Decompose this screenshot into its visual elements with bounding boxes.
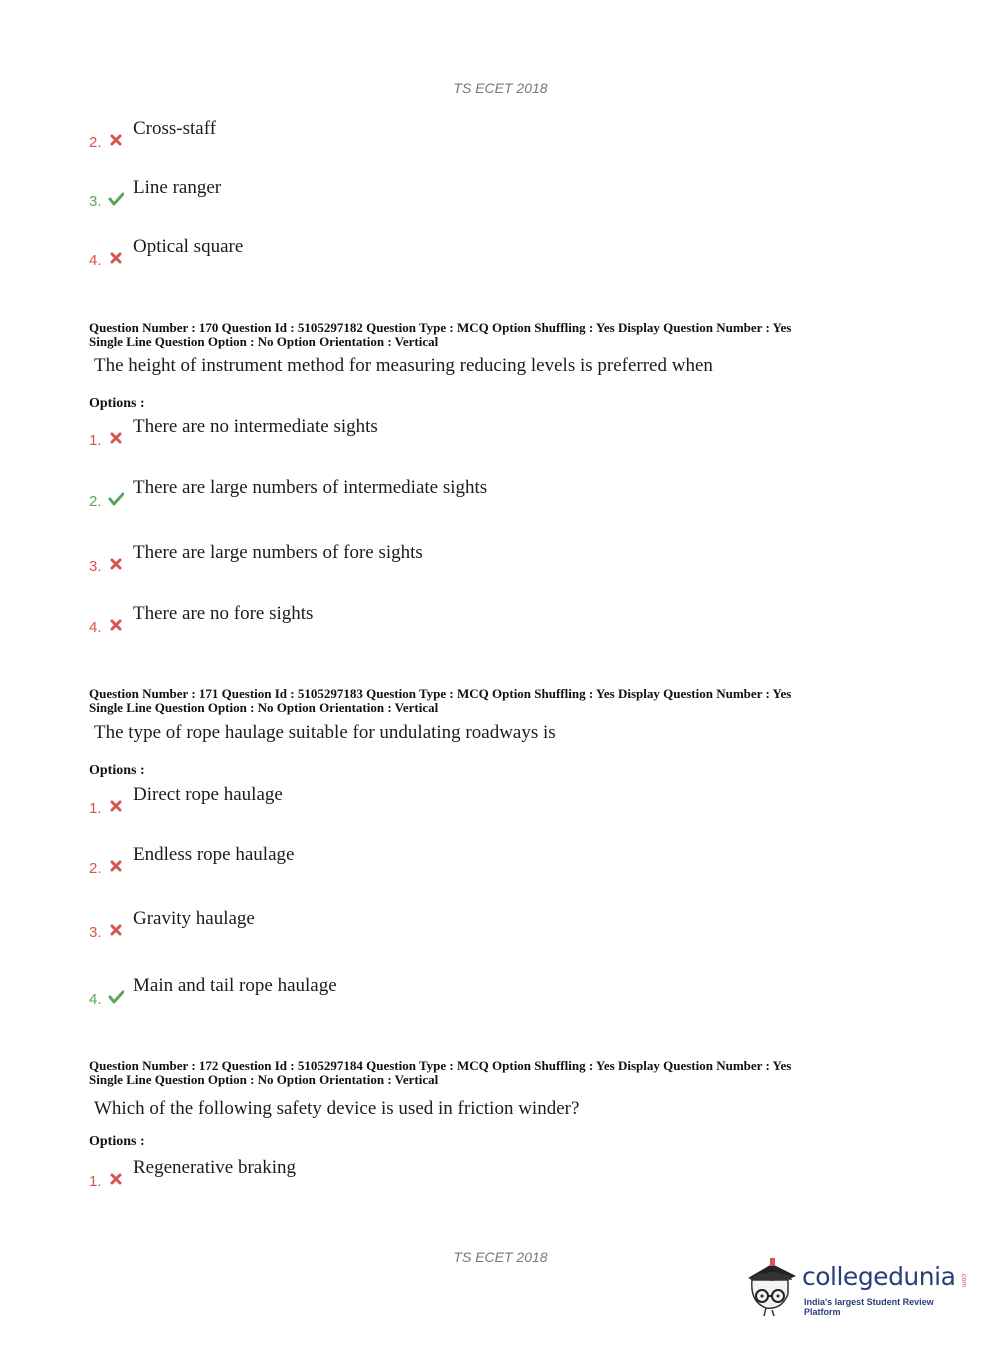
options-label: Options : — [89, 1134, 145, 1149]
option-number: 2. — [89, 860, 102, 877]
option-number: 3. — [89, 558, 102, 575]
option-text: Gravity haulage — [133, 908, 255, 929]
option-number: 3. — [89, 193, 102, 210]
cross-icon — [108, 859, 124, 873]
collegedunia-logo — [742, 1250, 972, 1318]
cross-icon — [108, 431, 124, 445]
option-text: There are no intermediate sights — [133, 416, 378, 437]
cross-icon — [108, 251, 124, 265]
question-meta-line: Single Line Question Option : No Option Orientation : Vertical — [89, 700, 439, 715]
option-text: Main and tail rope haulage — [133, 975, 337, 996]
question-text: Which of the following safety device is used in friction winder? — [94, 1098, 580, 1119]
option-text: There are no fore sights — [133, 603, 314, 624]
question-meta-line: Question Number : 171 Question Id : 5105297183 Question Type : MCQ Option Shuffling : Yes Display Question Number : Yes — [89, 686, 792, 701]
page-header: TS ECET 2018 — [453, 80, 548, 96]
option-text: Regenerative braking — [133, 1157, 297, 1178]
option-number: 4. — [89, 619, 102, 636]
option-number: 1. — [89, 432, 102, 449]
option-number: 1. — [89, 1173, 102, 1190]
options-label: Options : — [89, 396, 145, 411]
check-icon — [108, 990, 124, 1004]
cross-icon — [108, 618, 124, 632]
cross-icon — [108, 1172, 124, 1186]
check-icon — [108, 492, 124, 506]
option-text: There are large numbers of intermediate sights — [133, 477, 488, 498]
page-footer: TS ECET 2018 — [453, 1249, 548, 1265]
question-text: The height of instrument method for measuring reducing levels is preferred when — [94, 355, 713, 376]
question-meta-line: Single Line Question Option : No Option Orientation : Vertical — [89, 1072, 439, 1087]
cross-icon — [108, 799, 124, 813]
question-meta-line: Single Line Question Option : No Option Orientation : Vertical — [89, 334, 439, 349]
mascot-icon — [742, 1250, 802, 1318]
option-text: Line ranger — [133, 177, 222, 198]
option-number: 1. — [89, 800, 102, 817]
logo-suffix: .com — [960, 1272, 967, 1288]
option-text: Direct rope haulage — [133, 784, 283, 805]
option-text: Optical square — [133, 236, 244, 257]
check-icon — [108, 192, 124, 206]
logo-name: collegedunia — [802, 1262, 956, 1291]
logo-tagline: India's largest Student Review Platform — [804, 1297, 934, 1317]
option-text: There are large numbers of fore sights — [133, 542, 423, 563]
question-meta — [89, 1059, 909, 1087]
cross-icon — [108, 557, 124, 571]
question-text: The type of rope haulage suitable for undulating roadways is — [94, 722, 556, 743]
question-meta — [89, 321, 909, 349]
cross-icon — [108, 923, 124, 937]
question-meta-line: Question Number : 172 Question Id : 5105297184 Question Type : MCQ Option Shuffling : Yes Display Question Number : Yes — [89, 1058, 792, 1073]
option-text: Cross-staff — [133, 118, 217, 139]
question-meta — [89, 687, 909, 715]
options-label: Options : — [89, 763, 145, 778]
option-number: 4. — [89, 991, 102, 1008]
option-number: 3. — [89, 924, 102, 941]
question-meta-line: Question Number : 170 Question Id : 5105297182 Question Type : MCQ Option Shuffling : Yes Display Question Number : Yes — [89, 320, 792, 335]
option-number: 2. — [89, 134, 102, 151]
option-text: Endless rope haulage — [133, 844, 295, 865]
option-number: 4. — [89, 252, 102, 269]
cross-icon — [108, 133, 124, 147]
option-number: 2. — [89, 493, 102, 510]
